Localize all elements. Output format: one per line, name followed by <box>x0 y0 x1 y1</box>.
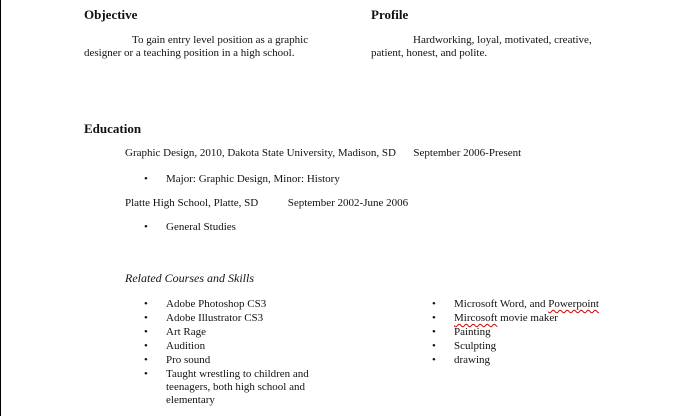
education-heading: Education <box>84 121 142 136</box>
education-entry-highschool <box>125 197 408 209</box>
skill-item: • Painting <box>454 326 491 338</box>
college-major-item: • Major: Graphic Design, Minor: History <box>166 173 340 185</box>
spellcheck-flagged-word: Mircosoft <box>454 312 498 324</box>
objective-text: To gain entry level position as a graphic designer or a teaching position in a high school. <box>84 34 309 59</box>
skill-item: • Taught wrestling to children and teenagers, both high school and elementary <box>166 368 326 407</box>
skill-item: • Sculpting <box>454 340 496 352</box>
skill-item <box>454 312 558 324</box>
profile-heading: Profile <box>371 7 409 22</box>
college-dates: September 2006-Present <box>413 147 522 159</box>
highschool-dates: September 2002-June 2006 <box>287 197 409 209</box>
skill-item <box>454 298 599 310</box>
skill-item: • Art Rage <box>166 326 206 338</box>
spellcheck-flagged-word: Powerpoint <box>548 298 599 310</box>
skill-moviemaker-suffix: movie maker <box>497 312 558 324</box>
skills-heading: Related Courses and Skills <box>125 271 254 285</box>
skill-item: • drawing <box>454 354 490 366</box>
college-name: Graphic Design, 2010, Dakota State University, Madison, SD <box>125 147 396 159</box>
skill-word-prefix: Microsoft Word, and <box>454 298 549 310</box>
skill-item: • Adobe Illustrator CS3 <box>166 312 263 324</box>
highschool-name: Platte High School, Platte, SD <box>125 197 259 209</box>
highschool-studies-item: • General Studies <box>166 221 236 233</box>
skill-item: • Pro sound <box>166 354 210 366</box>
skill-item: • Adobe Photoshop CS3 <box>166 298 266 310</box>
profile-text: Hardworking, loyal, motivated, creative, patient, honest, and polite. <box>371 34 592 59</box>
objective-heading: Objective <box>84 7 138 22</box>
skill-item: • Audition <box>166 340 205 352</box>
page-left-border <box>0 0 1 416</box>
education-entry-college <box>125 147 521 159</box>
